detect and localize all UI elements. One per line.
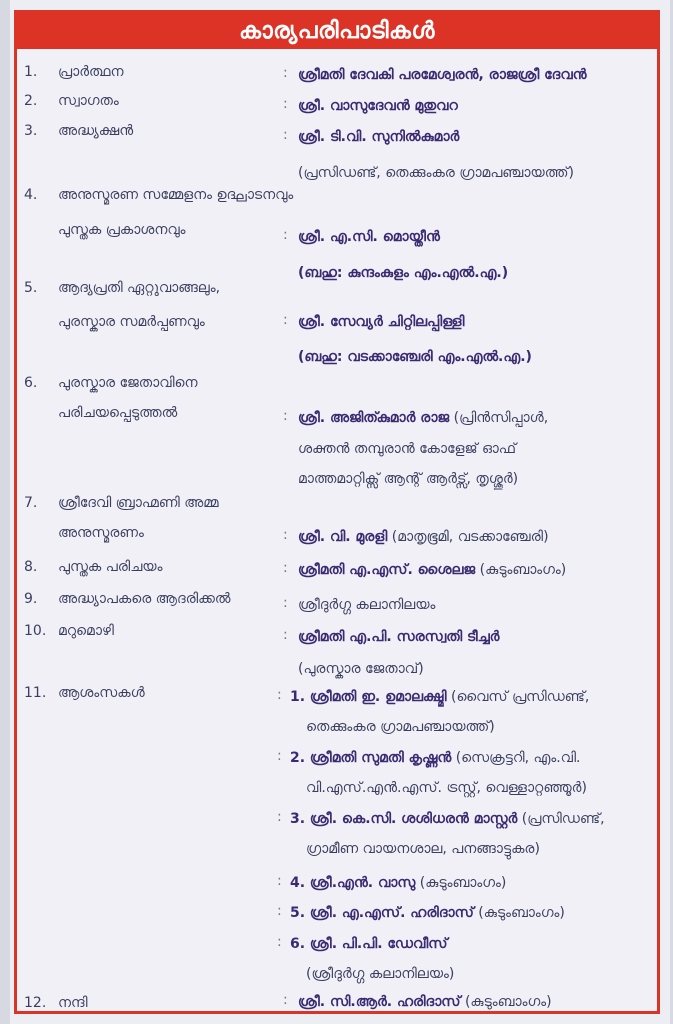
person-note: (ശ്രീദുർഗ്ഗ കലാനിലയം) [306,966,455,982]
responsible-line [298,264,508,282]
program-title: കാര്യപരിപാടികൾ [17,13,657,49]
responsible-line [298,993,552,1011]
item-label: ആശംസകൾ [58,685,145,701]
item-label: പുസ്തക പരിചയം [58,559,163,575]
responsible-line [298,561,566,579]
responsible-line [290,810,605,828]
person-name: ശ്രീ. അജിത്കുമാർ രാജ [298,410,450,426]
responsible-line [290,749,580,767]
item-label: പുരസ്കാര സമർപ്പണവും [58,314,205,330]
item-label: അദ്ധ്യാപകരെ ആദരിക്കൽ [58,591,231,607]
separator-colon: : [277,873,282,889]
separator-colon: : [283,408,288,424]
person-name: ശ്രീമതി എ.എസ്. ശൈലജ [298,562,476,578]
person-note: (കുടുംബാംഗം) [460,994,552,1010]
item-number: 1. [24,64,38,80]
item-label: ശ്രീദേവി ബ്രാഹ്മണി അമ്മ [58,495,219,511]
responsible-line [306,718,495,736]
responsible-line [298,66,587,84]
separator-colon: : [283,527,288,543]
responsible-line [298,228,440,246]
item-number: 9. [24,591,38,607]
person-name: 3. ശ്രീ. കെ.സി. ശശിധരൻ മാസ്റ്റർ [290,811,518,827]
item-number: 10. [24,623,47,639]
person-note: ഗ്രാമീണ വായനശാല, പനങ്ങാട്ടുകര) [306,841,540,857]
responsible-line [298,128,459,146]
item-number: 5. [24,280,38,296]
responsible-line [298,660,424,678]
person-note: (കുടുംബാംഗം) [473,905,565,921]
responsible-line [306,965,454,983]
person-name: 4. ശ്രീ.എൻ. വാസു [290,875,416,891]
person-name: 2. ശ്രീമതി സുമതി കൃഷ്ണൻ [290,750,452,766]
item-number: 6. [24,375,38,391]
separator-colon: : [283,127,288,143]
person-note: (കുടുംബാംഗം) [475,562,567,578]
separator-colon: : [277,748,282,764]
person-name: 5. ശ്രീ. എ.എസ്. ഹരിദാസ് [290,905,474,921]
responsible-line [298,348,532,366]
person-name: 6. ശ്രീ. പി.പി. ഡേവീസ് [290,936,448,952]
responsible-line [298,97,458,115]
responsible-line [290,874,506,892]
responsible-line [306,840,540,858]
person-note: (കുടുംബാംഗം) [415,875,507,891]
person-note: (വൈസ് പ്രസിഡണ്ട്, [446,689,590,705]
person-name: 1. ശ്രീമതി ഇ. ഉമാലക്ഷ്മി [290,689,447,705]
responsible-line [298,440,516,458]
person-name: (ബഹു: വടക്കാഞ്ചേരി എം.എൽ.എ.) [298,349,532,365]
item-number: 7. [24,495,38,511]
person-name: ശ്രീ. എ.സി. മൊയ്തീൻ [298,229,440,245]
person-note: മാത്തമാറ്റിക്സ് ആന്റ് ആർട്സ്, തൃശ്ശൂർ) [298,471,519,487]
responsible-line [298,596,435,614]
separator-colon: : [277,687,282,703]
person-name: ശ്രീ. സേവ്യർ ചിറ്റിലപ്പിള്ളി [298,314,465,330]
item-label: മറുമൊഴി [58,623,114,639]
separator-colon: : [283,227,288,243]
person-note: (പുരസ്കാര ജേതാവ്) [298,661,424,677]
person-note: (പ്രസിഡണ്ട്, [517,811,605,827]
person-name: (ബഹു: കുന്ദംകുളം എം.എൽ.എ.) [298,265,509,281]
separator-colon: : [277,809,282,825]
separator-colon: : [283,992,288,1008]
item-number: 11. [24,685,47,701]
item-label: പ്രാർത്ഥന [58,64,124,80]
responsible-line [298,528,549,546]
responsible-line [290,688,589,706]
separator-colon: : [283,96,288,112]
separator-colon: : [283,312,288,328]
person-note: (പ്രസിഡണ്ട്, തെക്കുംകര ഗ്രാമപഞ്ചായത്ത്) [298,165,574,181]
separator-colon: : [283,595,288,611]
person-name: ശ്രീ. വാസുദേവൻ മുതുവറ [298,98,458,114]
item-number: 2. [24,93,38,109]
person-name: ശ്രീ. ടി.വി. സുനിൽകുമാർ [298,129,460,145]
person-note: തെക്കുംകര ഗ്രാമപഞ്ചായത്ത്) [306,719,495,735]
separator-colon: : [277,934,282,950]
responsible-line [290,904,565,922]
person-note: (പ്രിൻസിപ്പാൾ, [449,410,549,426]
responsible-line [298,164,574,182]
person-note: ശക്തൻ തമ്പുരാൻ കോളേജ് ഓഫ് [298,441,516,457]
responsible-line [290,935,448,953]
item-label: നന്ദി [58,995,88,1011]
item-number: 4. [24,187,38,203]
separator-colon: : [283,560,288,576]
person-name: ശ്രീമതി ദേവകി പരമേശ്വരൻ, രാജശ്രീ ദേവൻ [298,67,587,83]
responsible-line [298,313,464,331]
separator-colon: : [283,65,288,81]
person-name: ശ്രീമതി എ.പി. സരസ്വതി ടീച്ചർ [298,629,500,645]
responsible-line [298,628,499,646]
person-note: (മാതൃഭൂമി, വടക്കാഞ്ചേരി) [387,529,549,545]
person-name: ശ്രീ. വി. മുരളി [298,529,388,545]
item-label: അനുസ്മരണം [58,525,144,541]
person-note: (സെക്രട്ടറി, എം.വി. [451,750,581,766]
item-number: 3. [24,123,38,139]
item-number: 12. [24,995,47,1011]
separator-colon: : [277,903,282,919]
person-note: ശ്രീദുർഗ്ഗ കലാനിലയം [298,597,436,613]
item-label: പുസ്തക പ്രകാശനവും [58,222,186,238]
separator-colon: : [283,627,288,643]
person-note: വി.എസ്.എൻ.എസ്. ട്രസ്റ്റ്, വെള്ളാറ്റഞ്ഞൂർ) [306,780,587,796]
responsible-line [306,779,587,797]
item-label: പുരസ്കാര ജേതാവിനെ [58,375,198,391]
item-label: ആദ്യപ്രതി ഏറ്റുവാങ്ങലും, [58,280,221,296]
item-label: പരിചയപ്പെടുത്തൽ [58,405,178,421]
responsible-line [298,470,518,488]
person-name: ശ്രീ. സി.ആർ. ഹരിദാസ് [298,994,461,1010]
item-label: അദ്ധ്യക്ഷൻ [58,123,134,139]
item-label: അനുസ്മരണ സമ്മേളനം ഉദ്ഘാടനവും [58,187,294,203]
item-number: 8. [24,559,38,575]
item-label: സ്വാഗതം [58,93,119,109]
responsible-line [298,409,548,427]
